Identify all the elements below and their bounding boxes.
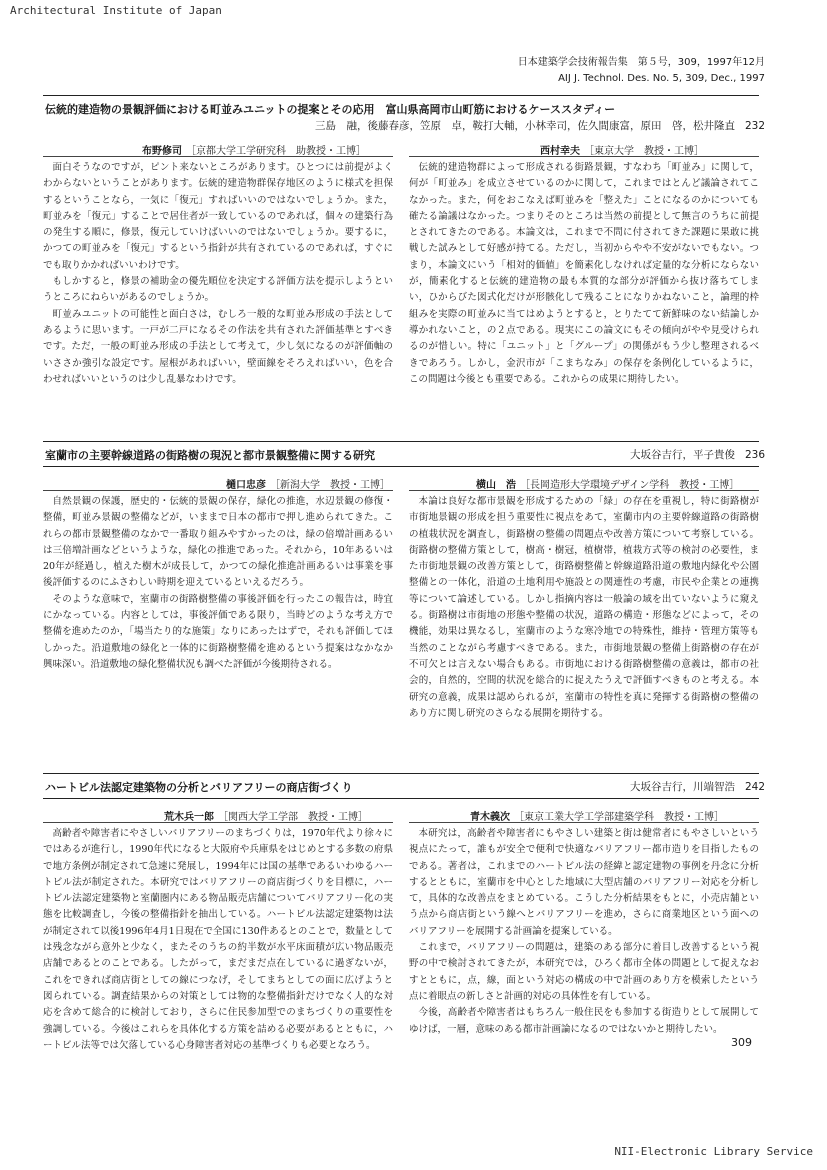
reviewer-affiliation: ［東京工業大学工学部建築学科 教授・工博］ (514, 812, 724, 823)
reviewer-affiliation: ［京都大学工学研究科 助教授・工博］ (186, 146, 366, 157)
review-text (409, 826, 759, 1038)
paper-title: 室蘭市の主要幹線道路の街路樹の現況と都市景観整備に関する研究 (45, 449, 375, 462)
reviewer-header (164, 808, 368, 823)
review-paragraph: もしかすると，修景の補助金の優先順位を決定する評価方法を提示しようというところにねらいがあるのでしょうか。 (43, 276, 393, 304)
reviewer-name: 布野修司 (142, 146, 182, 157)
review-paragraph: 本研究は，高齢者や障害者にもやさしい建築と街は健常者にもやさしいという視点にたって，誰もが安全で便利で快適なバリアフリー都市造りを目指したものである。著者は，これまでのハートビル法の経緯と認定建物の事例を丹念に分析するとともに，室蘭市を中心とした地域に大型店舗のバリアフリー対応を分析して，具体的な改善点をまとめている。こうした分析結果をもとに，小売店舗という点から商店街という線へとバリアフリーを進め，さらに商業地区という面へのバリアフリーを展開する計画論を提案している。 (409, 828, 759, 937)
review-paragraph: 面白そうなのですが，ピント来ないところがあります。ひとつには前提がよくわからないということがあります。伝統的建造物群保存地区のように様式を担保するということなら，一気に「復元」すればいいのではないでしょうか。また，町並みを「復元」することで居住者が一致しているのであれば，個々の建築行為の発生する順に，修景，復元していけばいいのではないでしょうか。要するに，かつての町並みを「復元」するという指針が共有されているのであれば，すぐにでも取りかかればいいわけです。 (43, 162, 393, 271)
author-list: 大坂谷吉行，平子貴俊 (629, 449, 735, 461)
paper-title: 伝統的建造物の景観評価における町並みユニットの提案とその応用 富山県高岡市山町筋におけるケーススタディー (45, 103, 616, 116)
paper-authors (630, 447, 765, 462)
author-list: 大坂谷吉行，川端智浩 (629, 781, 735, 793)
reviewer-header (540, 142, 704, 157)
review-paragraph: 今後，高齢者や障害者はもちろん一般住民をも参加する街造りとして展開してゆけば，一層，意味のある都市計画論になるのではないかと期待したい。 (409, 1007, 759, 1035)
section-divider (43, 773, 759, 774)
review-paragraph: 本論は良好な都市景観を形成するための「緑」の存在を重視し，特に街路樹が市街地景観の形成を担う重要性に視点をあて，室蘭市内の主要幹線道路の街路樹の植栽状況を調査し，街路樹の整備の問題点や改善方策について考察している。街路樹の整備方策として，樹高・樹冠，植樹帯，植栽方式等の検討の必要性，また市街地景観の改善方策として，街路樹整備と幹線道路沿道の敷地内緑化や公園整備との一体化，沿道の土地利用や施設との関連性の考慮，市民や企業との連携等について論述している。しかし指摘内容は一般論の域を出ていないように窺える。街路樹は市街地の形態や整備の状況，道路の構造・形態などによって，その機能，効果は異なるし，室蘭市のような寒冷地での特殊性，維持・管理方策等も当然のことながら考慮すべきである。また，市街地景観の整備上街路樹の存在が不可欠とは言えない場合もある。市街地における街路樹整備の意義は，都市の社会的，自然的，空間的状況を総合的に捉えたうえで評価すべきものと考える。本研究の意義，成果は認められるが，室蘭市の特性を真に発揮する街路樹の整備のあり方に関し研究のさらなる展開を期待する。 (409, 496, 759, 719)
column-rule (43, 822, 393, 823)
review-paragraph: 伝統的建造物群によって形成される街路景観，すなわち「町並み」に関して，何が「町並み」を成立させているのかに関して，これまではとんど議論されてこなかった。また，何をおこなえば町並みを「整えた」ことになるのかについても確たる論議はなかった。つまりそのところは当然の前提として無言のうちに前提とされてきたのである。本論文は，これまで不問に付されてきた課題に果敢に挑戦した試みとして好感が持てる。ただし，当初からやや不安がないでもない。つまり，本論文にいう「相対的価値」を簡素化しなければ定量的な分析にならないが，簡素化すると伝統的建造物の最も本質的な部分が評価から抜け落ちてしまい，ひからびた図式化だけが形骸化して残ることになりかねないこと，論理的枠組みを実際の町並みに当てはめようとすると，とりたてて新鮮味のない結論しか導かれないこと，の２点である。現実にこの論文にもその傾向がやや見受けられるのが惜しい。特に「ユニット」と「グループ」の関係がもう少し整理されるべきであろう。しかし，金沢市が「こまちなみ」の保存を条例化しているように，この問題は今後とも重要である。これからの成果に期待したい。 (409, 162, 759, 385)
reviewer-affiliation: ［東京大学 教授・工博］ (584, 146, 704, 157)
reviewer-name: 荒木兵一郎 (164, 812, 214, 823)
reviewer-affiliation: ［関西大学工学部 教授・工博］ (218, 812, 368, 823)
paper-authors (630, 779, 765, 794)
paper-page: 242 (744, 781, 765, 793)
reviewer-affiliation: ［新潟大学 教授・工博］ (270, 480, 390, 491)
section-divider (43, 798, 759, 799)
reviewer-header (226, 476, 390, 491)
column-rule (409, 156, 759, 157)
paper-title: ハートビル法認定建築物の分析とバリアフリーの商店街づくり (45, 781, 353, 794)
journal-citation-en: AIJ J. Technol. Des. No. 5, 309, Dec., 1997 (558, 73, 765, 84)
author-list: 三島 融，後藤春彦，笠原 卓，鞍打大輔，小林幸司，佐久間康富，原田 啓，松井隆直 (314, 120, 735, 132)
section-divider (43, 95, 759, 96)
paper-page: 232 (744, 120, 765, 132)
column-rule (43, 156, 393, 157)
page-number: 309 (731, 1036, 752, 1049)
review-text (409, 160, 759, 388)
reviewer-header (470, 808, 724, 823)
reviewer-name: 西村幸夫 (540, 146, 580, 157)
paper-authors (315, 118, 765, 133)
column-rule (409, 822, 759, 823)
review-text (43, 160, 393, 388)
review-text (43, 826, 393, 1054)
journal-citation-jp: 日本建築学会技術報告集 第５号，309，1997年12月 (517, 57, 765, 68)
review-paragraph: 自然景観の保護，歴史的・伝統的景観の保存，緑化の推進，水辺景観の修復・整備，町並み景観の整備などが，いままで日本の都市で押し進められてきた。これらの都市景観整備のなかで一番取り組みやすかったのは，緑の倍増計画あるいは三倍増計画などというような，緑化の推進であった。それから，10年あるいは20年が経過し，植えた樹木が成長して，かつての緑化推進計画あるいは事業を事後評価するのにふさわしい時期を迎えているといえるだろう。 (43, 496, 393, 589)
reviewer-header (142, 142, 366, 157)
column-rule (43, 490, 393, 491)
review-paragraph: 町並みユニットの可能性と面白さは，むしろ一般的な町並み形成の手法としてあるように思います。一戸が二戸になるその作法を共有された評価基準とすべきです。ただ，一般の町並み形成の手法として考えて，少し気になるのが評価軸のいささか強引な設定です。屋根があればいい，壁面線をそろえればいい，色を合わせればいいというのは少し乱暴なわけです。 (43, 308, 393, 385)
review-paragraph: 高齢者や障害者にやさしいバリアフリーのまちづくりは，1970年代より徐々にではあるが進行し，1990年代になると大阪府や兵庫県をはじめとする多数の府県で地方条例が制定されて急速に発展し，1994年には国の基準であるいわゆるハートビル法が制定された。本研究ではバリアフリーの商店街づくりを目標に，ハートビル法認定建築物と室蘭圏内にある物品販売店舗についてバリアフリー化の実態を比較調査し，今後の整備指針を抽出している。ハートビル法認定建築物は法が制定されて以後1996年4月1日現在で全国に130件あるとのことで，数量としては残念ながら意外と少なく，またそのうちの約半数が水平床面積が広い物品販売店舗であるとのことである。したがって，まだまだ点在しているに過ぎないが，これをできれば商店街としての線につなげ，そしてまちとしての面に広げようと図られている。調査結果からの対策としては物的な整備指針だけでなく人的な対応を含めて総合的に検討しており，さらに住民参加型でのまちづくりの重要性を強調している。今後はこれらを具体化する方策を詰める必要があるとともに，ハートビル法等では欠落している心身障害者対応の基準づくりも必要となろう。 (43, 828, 393, 1051)
publisher-label: Architectural Institute of Japan (10, 4, 222, 17)
reviewer-name: 横山 浩 (476, 480, 516, 491)
footer-service-label: NII-Electronic Library Service (614, 1145, 813, 1158)
review-paragraph: そのような意味で，室蘭市の街路樹整備の事後評価を行ったこの報告は，時宜にかなっている。内容としては，事後評価である限り，当時どのような考え方で整備を進めたのか，「場当たり的な施策」なりにあったはずで，それも評価してほしかった。沿道敷地の緑化と一体的に街路樹整備を進めるという提案はなかなか興味深い。沿道敷地の緑化整備状況も調べた評価が今後期待される。 (43, 593, 393, 670)
review-text (43, 494, 393, 673)
journal-citation (518, 55, 765, 87)
reviewer-header (476, 476, 739, 491)
review-paragraph: これまで，バリアフリーの問題は，建築のある部分に着目し改善するという視野の中で検討されてきたが，本研究では，ひろく都市全体の問題として捉えなおすとともに，点，線，面という対応の構成の中で計画のあり方を模索したという点に着眼点の新しさと計画的対応の具体性を有している。 (409, 942, 759, 1002)
paper-page: 236 (744, 449, 765, 461)
review-text (409, 494, 759, 722)
section-divider (43, 466, 759, 467)
section-divider (43, 441, 759, 442)
reviewer-name: 青木義次 (470, 812, 510, 823)
reviewer-name: 樋口忠彦 (226, 480, 266, 491)
column-rule (409, 490, 759, 491)
reviewer-affiliation: ［長岡造形大学環境デザイン学科 教授・工博］ (520, 480, 740, 491)
